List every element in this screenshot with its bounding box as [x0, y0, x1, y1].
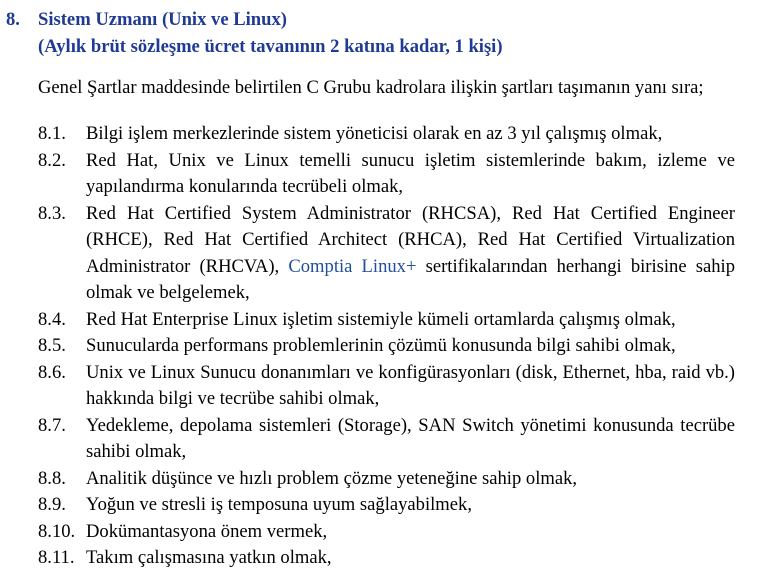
item-text: Takım çalışmasına yatkın olmak, [86, 547, 332, 568]
item-text: Analitik düşünce ve hızlı problem çözme yeteneğine sahip olmak, [86, 467, 578, 489]
list-item [38, 519, 735, 546]
list-item [38, 492, 735, 519]
item-number: 8.4. [38, 308, 66, 330]
list-item [38, 413, 735, 466]
section-number: 8. [6, 9, 20, 30]
item-number: 8.10. [38, 520, 76, 542]
item-text: Red Hat, Unix ve Linux temelli sunucu işletim sistemlerinde bakım, izleme ve yapılandırma konularında tecrübeli olmak, [86, 149, 735, 197]
list-item [38, 121, 735, 148]
intro-text: Genel Şartlar maddesinde belirtilen C Grubu kadrolara ilişkin şartları taşımanın yanı sıra; [38, 77, 704, 98]
item-text: Red Hat Enterprise Linux işletim sistemiyle kümeli ortamlarda çalışmış olmak, [86, 308, 676, 330]
item-number: 8.5. [38, 335, 66, 356]
item-number: 8.8. [38, 467, 66, 489]
list-item [38, 307, 735, 334]
list-item [38, 148, 735, 201]
list-item [38, 201, 735, 307]
item-text: Sunucularda performans problemlerinin çözümü konusunda bilgi sahibi olmak, [86, 335, 676, 356]
section-title-line [6, 6, 503, 33]
list-item [38, 360, 735, 413]
item-text-before: Red Hat Certified System Administrator (RHCSA), Red Hat Certified Engineer (RHCE), Red Hat Certified Architect (RHCA), Red Hat Certified Virtualization Administrator (RHCVA), [86, 202, 735, 277]
item-text: Yedekleme, depolama sistemleri (Storage), SAN Switch yönetimi konusunda tecrübe sahibi olmak, [86, 414, 735, 462]
item-text: Dokümantasyona önem vermek, [86, 520, 328, 542]
section-title: Sistem Uzmanı (Unix ve Linux) [38, 9, 287, 30]
item-number: 8.9. [38, 494, 66, 515]
item-number: 8.2. [38, 149, 66, 171]
item-number: 8.6. [38, 361, 66, 383]
item-number: 8.3. [38, 202, 66, 224]
item-number: 8.7. [38, 414, 66, 436]
item-text: Yoğun ve stresli iş temposuna uyum sağlayabilmek, [86, 494, 472, 515]
item-number: 8.1. [38, 123, 66, 144]
list-item [38, 466, 735, 493]
list-item [38, 333, 735, 360]
item-text [86, 201, 735, 307]
item-number: 8.11. [38, 547, 75, 568]
item-text: Bilgi işlem merkezlerinde sistem yöneticisi olarak en az 3 yıl çalışmış olmak, [86, 123, 663, 144]
comptia-linux-link[interactable]: Comptia Linux+ [288, 255, 417, 277]
item-text-after: sertifikalarından herhangi birisine sahip olmak ve belgelemek, [86, 255, 735, 303]
list-item [38, 545, 735, 572]
requirements-list [38, 121, 735, 572]
section-subtitle: (Aylık brüt sözleşme ücret tavanının 2 katına kadar, 1 kişi) [38, 36, 503, 57]
section-heading [6, 6, 503, 60]
item-text: Unix ve Linux Sunucu donanımları ve konfigürasyonları (disk, Ethernet, hba, raid vb.) hakkında bilgi ve tecrübe sahibi olmak, [86, 361, 735, 409]
